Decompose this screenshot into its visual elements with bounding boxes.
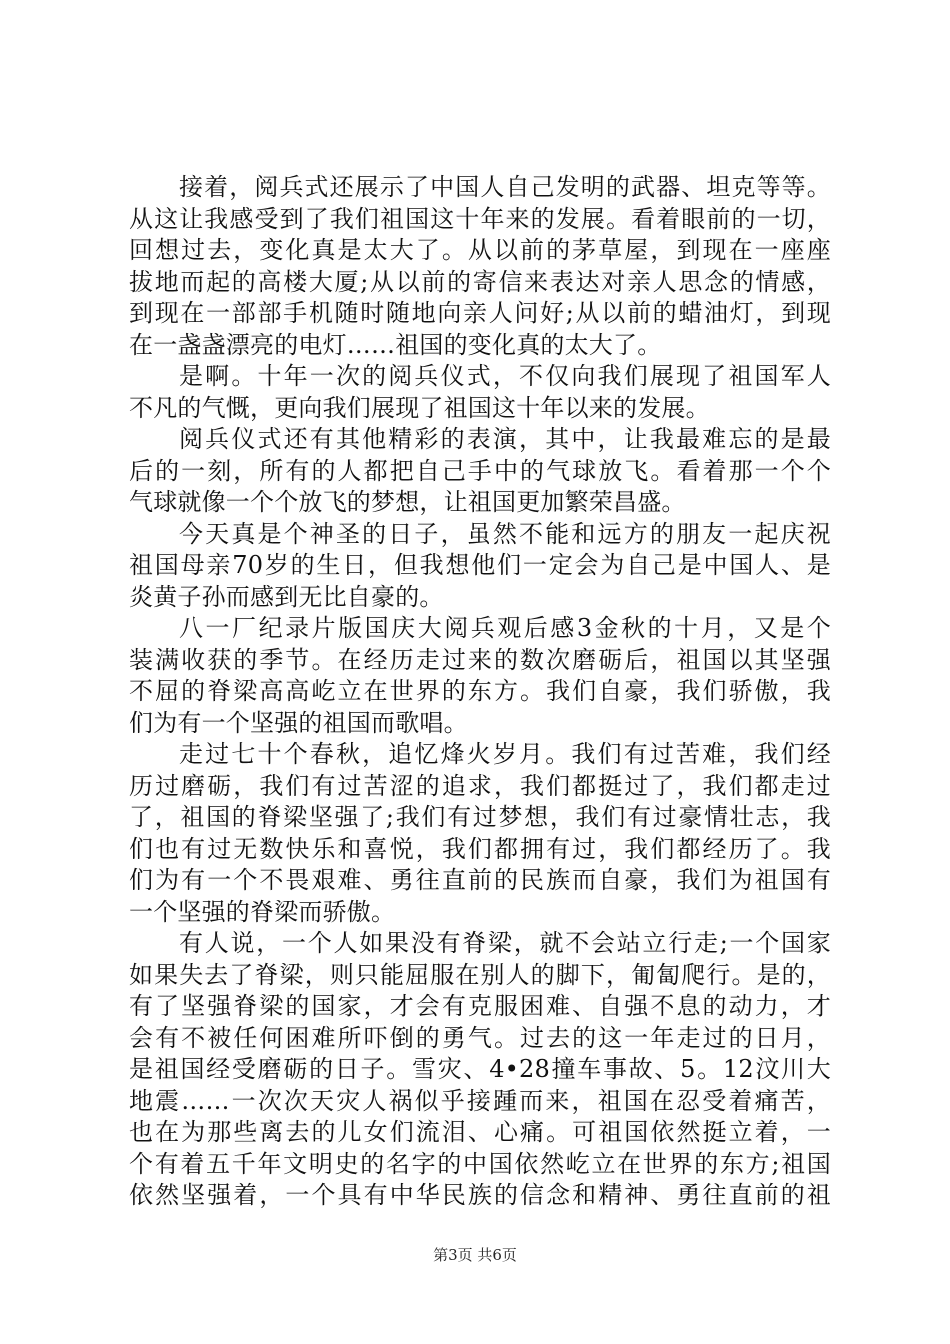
text-line-paragraph-start: 有人说，一个人如果没有脊梁，就不会站立行走;一个国家 (179, 929, 831, 957)
text-line: 回想过去，变化真是太大了。从以前的茅草屋，到现在一座座 (129, 236, 831, 264)
body-text (129, 172, 831, 1212)
text-line: 到现在一部部手机随时随地向亲人问好;从以前的蜡油灯，到现 (129, 299, 831, 327)
text-line: 不屈的脊梁高高屹立在世界的东方。我们自豪，我们骄傲，我 (129, 677, 831, 705)
text-line: 是祖国经受磨砺的日子。雪灾、4•28撞车事故、5。12汶川大 (129, 1055, 831, 1083)
text-line-paragraph-start: 走过七十个春秋，追忆烽火岁月。我们有过苦难，我们经 (179, 740, 831, 768)
text-line: 也在为那些离去的儿女们流泪、心痛。可祖国依然挺立着，一 (129, 1118, 831, 1146)
text-line: 如果失去了脊梁，则只能屈服在别人的脚下，匍匐爬行。是的， (129, 960, 831, 989)
text-line-paragraph-start: 是啊。十年一次的阅兵仪式，不仅向我们展现了祖国军人 (179, 362, 831, 390)
text-line: 历过磨砺，我们有过苦涩的追求，我们都挺过了，我们都走过 (129, 771, 831, 800)
text-line: 在一盏盏漂亮的电灯……祖国的变化真的太大了。 (129, 330, 662, 359)
text-line: 们为有一个不畏艰难、勇往直前的民族而自豪，我们为祖国有 (129, 866, 831, 894)
text-line-paragraph-start: 八一厂纪录片版国庆大阅兵观后感3金秋的十月，又是个 (179, 614, 831, 642)
text-line: 装满收获的季节。在经历走过来的数次磨砺后，祖国以其坚强 (129, 645, 831, 674)
text-line-paragraph-start: 今天真是个神圣的日子，虽然不能和远方的朋友一起庆祝 (179, 519, 831, 548)
text-line-paragraph-start: 阅兵仪式还有其他精彩的表演，其中，让我最难忘的是最 (179, 425, 831, 453)
text-line: 后的一刻，所有的人都把自己手中的气球放飞。看着那一个个 (129, 456, 831, 485)
text-line: 不凡的气慨，更向我们展现了祖国这十年以来的发展。 (129, 393, 710, 422)
text-line: 从这让我感受到了我们祖国这十年来的发展。看着眼前的一切， (129, 204, 831, 233)
text-line: 了，祖国的脊梁坚强了;我们有过梦想，我们有过豪情壮志，我 (129, 803, 831, 831)
text-line: 们也有过无数快乐和喜悦，我们都拥有过，我们都经历了。我 (129, 834, 831, 863)
page-number-footer: 第3页 共6页 (433, 1246, 517, 1264)
text-line: 会有不被任何困难所吓倒的勇气。过去的这一年走过的日月， (129, 1023, 831, 1052)
text-line: 一个坚强的脊梁而骄傲。 (129, 897, 396, 926)
text-line: 祖国母亲70岁的生日，但我想他们一定会为自己是中国人、是 (129, 551, 831, 579)
text-line: 地震……一次次天灾人祸似乎接踵而来，祖国在忍受着痛苦， (129, 1086, 831, 1115)
text-line: 们为有一个坚强的祖国而歌唱。 (129, 708, 468, 737)
text-line-paragraph-start: 接着，阅兵式还展示了中国人自己发明的武器、坦克等等。 (179, 173, 831, 201)
text-line: 拔地而起的高楼大厦;从以前的寄信来表达对亲人思念的情感， (129, 267, 831, 296)
text-line: 有了坚强脊梁的国家，才会有克服困难、自强不息的动力，才 (129, 992, 831, 1020)
text-line: 依然坚强着，一个具有中华民族的信念和精神、勇往直前的祖 (129, 1181, 831, 1209)
text-line: 个有着五千年文明史的名字的中国依然屹立在世界的东方;祖国 (129, 1149, 831, 1178)
text-line: 气球就像一个个放飞的梦想，让祖国更加繁荣昌盛。 (129, 488, 686, 516)
text-line: 炎黄子孙而感到无比自豪的。 (129, 582, 444, 611)
